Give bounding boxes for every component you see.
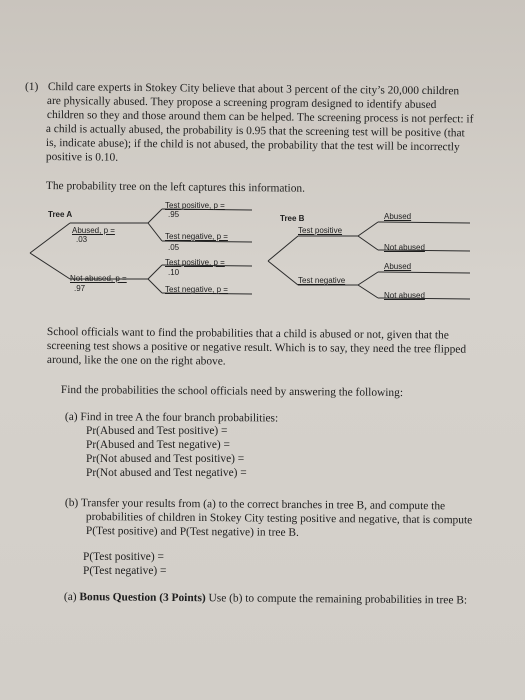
- part-a-item-2: Pr(Abused and Test negative) =: [86, 439, 230, 451]
- tree-a-neg1-value: .05: [168, 243, 180, 252]
- tree-a-not-abused-value: .97: [74, 284, 86, 293]
- intro-line-4: a child is actually abused, the probability is 0.95 that the screening test will be positive (that: [45, 123, 465, 140]
- tree-a-abused-value: .03: [76, 235, 88, 244]
- part-b-answer-1: P(Test positive) =: [83, 551, 164, 563]
- tree-b-title: Tree B: [280, 214, 305, 223]
- tree-caption: The probability tree on the left captures this information.: [45, 180, 306, 195]
- tree-a-pos1-value: .95: [168, 210, 180, 219]
- tree-a-abused-label: Abused, p =: [72, 226, 115, 235]
- part-a-item-1: Pr(Abused and Test positive) =: [86, 425, 228, 437]
- bonus-title: Bonus Question (3 Points): [79, 591, 206, 605]
- tree-a-pos2-label: Test positive, p =: [165, 258, 225, 267]
- tree-a-pos2-value: .10: [168, 268, 180, 277]
- tree-b-not-abused-1: Not abused: [384, 243, 425, 252]
- tree-a-not-abused-label: Not abused, p =: [70, 274, 127, 283]
- tree-a-not-abused-branch: [30, 253, 70, 279]
- part-b-line-1: (b) Transfer your results from (a) to the correct branches in tree B, and compute the: [64, 497, 446, 513]
- part-a-lead: (a) Find in tree A the four branch probabilities:: [64, 411, 279, 425]
- tree-a-pos1-label: Test positive, p =: [165, 201, 225, 210]
- bonus-text: Use (b) to compute the remaining probabilities in tree B:: [205, 592, 468, 607]
- tree-b-test-positive: Test positive: [298, 226, 343, 235]
- part-a-item-3: Pr(Not abused and Test positive) =: [86, 453, 245, 465]
- after-tree-line-1: School officials want to find the probabilities that a child is abused or not, given that the: [46, 326, 449, 342]
- tree-a-neg1-label: Test negative, p =: [165, 232, 228, 241]
- tree-b-abused-1: Abused: [384, 212, 412, 221]
- tree-b-abused-2: Abused: [384, 262, 412, 271]
- tree-a-title: Tree A: [48, 210, 73, 219]
- find-instruction: Find the probabilities the school officials need by answering the following:: [60, 384, 404, 399]
- intro-line-3: children so they and those around them can be helped. The screening process is not perfect: if: [46, 109, 474, 126]
- intro-line-6: positive is 0.10.: [45, 151, 119, 164]
- intro-line-1: Child care experts in Stokey City believe that about 3 percent of the city’s 20,000 children: [47, 81, 460, 98]
- part-b-line-2: probabilities of children in Stokey City testing positive and negative, that is compute: [85, 511, 473, 527]
- intro-line-2: are physically abused. They propose a screening program designed to identify abused: [46, 95, 437, 112]
- problem-number: (1): [24, 80, 39, 94]
- intro-line-5: is, indicate abuse); if the child is not abused, the probability that the test will be incorrectly: [45, 137, 460, 154]
- after-tree-line-2: screening test shows a positive or negative result. Which is to say, they need the tree flipped: [46, 340, 467, 356]
- tree-b-not-abused-2: Not abused: [384, 291, 425, 300]
- part-b-line-3: P(Test positive) and P(Test negative) in tree B.: [85, 525, 299, 539]
- part-b-answer-2: P(Test negative) =: [83, 565, 167, 577]
- bonus-prefix: (a): [63, 591, 77, 604]
- after-tree-line-3: around, like the one on the right above.: [46, 354, 226, 368]
- tree-a-abused-branch: [30, 223, 70, 253]
- tree-a-neg2-label: Test negative, p =: [165, 285, 228, 294]
- tree-b-test-negative: Test negative: [298, 276, 346, 285]
- part-a-item-4: Pr(Not abused and Test negative) =: [86, 467, 247, 479]
